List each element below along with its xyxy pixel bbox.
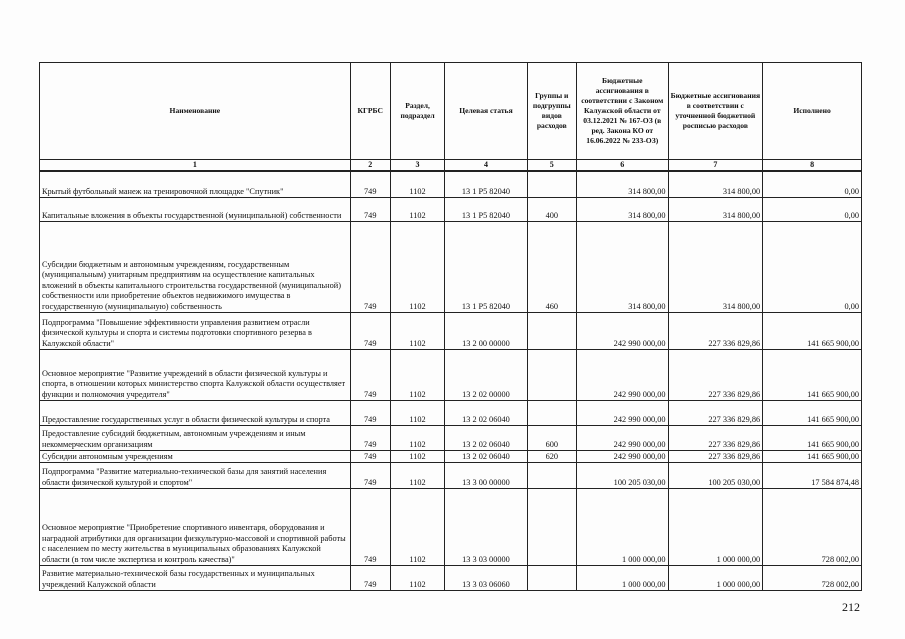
row-statya: 13 2 00 00000 [445,312,527,349]
row-done: 141 665 900,00 [763,312,862,349]
row-name: Развитие материально-технической базы государственных и муниципальных учреждений Калужской области [40,565,351,590]
row-statya: 13 2 02 06040 [445,450,527,462]
row-statya: 13 2 02 06040 [445,425,527,450]
column-number: 3 [390,160,445,172]
header-done: Исполнено [763,63,862,160]
row-group: 620 [527,450,576,462]
row-assign-refined: 227 336 829,86 [668,450,763,462]
column-number: 2 [350,160,390,172]
row-statya: 13 1 P5 82040 [445,171,527,197]
row-kgrbs: 749 [350,171,390,197]
row-group: 400 [527,197,576,221]
row-name: Подпрограмма "Повышение эффективности управления развитием отрасли физической культуры и спорта и системы подготовки спортивного резерва в Калужской области" [40,312,351,349]
row-name: Капитальные вложения в объекты государственной (муниципальной) собственности [40,197,351,221]
row-group [527,400,576,425]
row-kgrbs: 749 [350,450,390,462]
row-group [527,462,576,488]
row-group [527,349,576,400]
row-kgrbs: 749 [350,565,390,590]
header-assign-refined: Бюджетные ассигнования в соответствии с уточненной бюджетной росписью расходов [668,63,763,160]
row-group [527,171,576,197]
header-name: Наименование [40,63,351,160]
row-done: 728 002,00 [763,565,862,590]
table-row [40,450,862,462]
table-row [40,425,862,450]
table-row [40,197,862,221]
row-name: Предоставление государственных услуг в области физической культуры и спорта [40,400,351,425]
row-done: 0,00 [763,197,862,221]
row-name: Подпрограмма "Развитие материально-технической базы для занятий населения области физической культурой и спортом" [40,462,351,488]
row-done: 728 002,00 [763,488,862,565]
row-statya: 13 3 03 06060 [445,565,527,590]
row-kgrbs: 749 [350,349,390,400]
row-assign-refined: 227 336 829,86 [668,349,763,400]
table-header-row [40,63,862,160]
row-assign-refined: 314 800,00 [668,197,763,221]
column-number: 8 [763,160,862,172]
header-razdel: Раздел, подраздел [390,63,445,160]
row-group: 460 [527,221,576,312]
row-assign-law: 314 800,00 [576,197,668,221]
row-assign-refined: 1 000 000,00 [668,565,763,590]
row-assign-refined: 227 336 829,86 [668,425,763,450]
table-row [40,312,862,349]
row-statya: 13 1 P5 82040 [445,197,527,221]
row-assign-law: 242 990 000,00 [576,349,668,400]
row-name: Субсидии автономным учреждениям [40,450,351,462]
row-kgrbs: 749 [350,400,390,425]
row-done: 141 665 900,00 [763,349,862,400]
row-razdel: 1102 [390,197,445,221]
row-assign-law: 1 000 000,00 [576,488,668,565]
row-statya: 13 3 00 00000 [445,462,527,488]
row-done: 141 665 900,00 [763,425,862,450]
row-assign-refined: 227 336 829,86 [668,400,763,425]
row-done: 141 665 900,00 [763,450,862,462]
table-row [40,565,862,590]
row-assign-refined: 100 205 030,00 [668,462,763,488]
row-razdel: 1102 [390,400,445,425]
row-razdel: 1102 [390,462,445,488]
row-kgrbs: 749 [350,221,390,312]
row-razdel: 1102 [390,221,445,312]
header-kgrbs: КГРБС [350,63,390,160]
table-row [40,488,862,565]
budget-table [39,62,862,591]
row-assign-law: 242 990 000,00 [576,312,668,349]
row-assign-refined: 227 336 829,86 [668,312,763,349]
row-razdel: 1102 [390,171,445,197]
row-razdel: 1102 [390,425,445,450]
row-assign-law: 242 990 000,00 [576,400,668,425]
row-kgrbs: 749 [350,425,390,450]
row-kgrbs: 749 [350,197,390,221]
row-kgrbs: 749 [350,488,390,565]
row-razdel: 1102 [390,450,445,462]
row-name: Основное мероприятие "Развитие учреждений в области физической культуры и спорта, в отношении которых министерство спорта Калужской области осуществляет функции и полномочия учредителя" [40,349,351,400]
column-number: 4 [445,160,527,172]
table-row [40,400,862,425]
column-number: 1 [40,160,351,172]
row-assign-refined: 314 800,00 [668,171,763,197]
row-done: 141 665 900,00 [763,400,862,425]
column-number-row [40,160,862,172]
row-done: 0,00 [763,171,862,197]
row-assign-law: 1 000 000,00 [576,565,668,590]
row-razdel: 1102 [390,565,445,590]
row-razdel: 1102 [390,488,445,565]
row-assign-law: 314 800,00 [576,221,668,312]
row-group [527,312,576,349]
row-name: Предоставление субсидий бюджетным, автономным учреждениям и иным некоммерческим организациям [40,425,351,450]
row-assign-law: 100 205 030,00 [576,462,668,488]
row-kgrbs: 749 [350,312,390,349]
row-name: Крытый футбольный манеж на тренировочной площадке "Спутник" [40,171,351,197]
row-group: 600 [527,425,576,450]
row-razdel: 1102 [390,349,445,400]
table-row [40,171,862,197]
row-kgrbs: 749 [350,462,390,488]
column-number: 6 [576,160,668,172]
header-assign-law: Бюджетные ассигнования в соответствии с Законом Калужской области от 03.12.2021 № 167-ОЗ (в ред. Закона КО от 16.06.2022 № 233-ОЗ) [576,63,668,160]
table-row [40,221,862,312]
row-assign-law: 242 990 000,00 [576,450,668,462]
row-group [527,565,576,590]
row-statya: 13 3 03 00000 [445,488,527,565]
row-assign-law: 314 800,00 [576,171,668,197]
table-row [40,462,862,488]
header-statya: Целевая статья [445,63,527,160]
row-name: Основное мероприятие "Приобретение спортивного инвентаря, оборудования и наградной атрибутики для организации физкультурно-массовой и спортивной работы с населением по месту жительства в муниципальных образованиях Калужской области (в том числе экспертиза и контроль качества)" [40,488,351,565]
header-group: Группы и подгруппы видов расходов [527,63,576,160]
row-assign-law: 242 990 000,00 [576,425,668,450]
row-assign-refined: 1 000 000,00 [668,488,763,565]
column-number: 5 [527,160,576,172]
row-assign-refined: 314 800,00 [668,221,763,312]
page-number: 212 [842,600,860,614]
row-name: Субсидии бюджетным и автономным учреждениям, государственным (муниципальным) унитарным предприятиям на осуществление капитальных вложений в объекты капитального строительства государственной (муниципальной) собственности или приобретение объектов недвижимого имущества в государственную (муниципальную) собственность [40,221,351,312]
row-razdel: 1102 [390,312,445,349]
row-statya: 13 2 02 06040 [445,400,527,425]
row-done: 17 584 874,48 [763,462,862,488]
column-number: 7 [668,160,763,172]
table-row [40,349,862,400]
row-group [527,488,576,565]
row-statya: 13 2 02 00000 [445,349,527,400]
row-statya: 13 1 P5 82040 [445,221,527,312]
row-done: 0,00 [763,221,862,312]
